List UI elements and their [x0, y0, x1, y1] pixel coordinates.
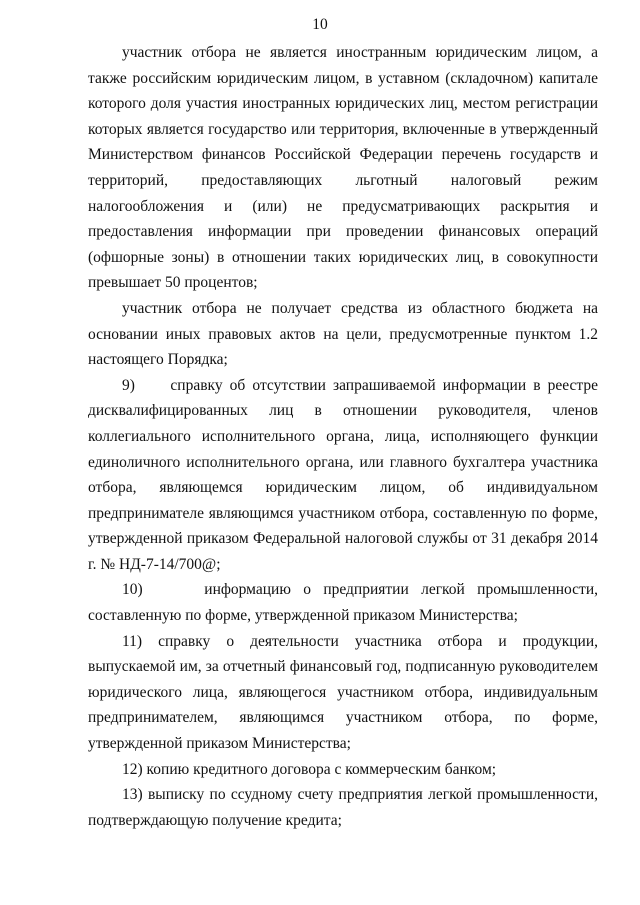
paragraph-foreign-capital-condition: участник отбора не является иностранным юридическим лицом, а также российским юридическим лицом, в уставном (складочном) капитале которого доля участия иностранных юридических лиц, местом регистрации которых является государство или территория, включенные в утвержденный Министерством финансов Российской Федерации перечень государств и территорий, предоставляющих льготный налоговый режим налогообложения и (или) не предусматривающих раскрытия и предоставления информации при проведении финансовых операций (офшорные зоны) в отношении таких юридических лиц, в совокупности превышает 50 процентов;	[88, 44, 598, 292]
document-body	[88, 40, 598, 833]
page-number: 10	[312, 16, 328, 33]
paragraph-item-10-enterprise-info: 10) информацию о предприятии легкой промышленности, составленную по форме, утвержденной приказом Министерства;	[88, 581, 598, 625]
paragraph-item-11-activity-certificate: 11) справку о деятельности участника отбора и продукции, выпускаемой им, за отчетный финансовый год, подписанную руководителем юридического лица, являющегося участником отбора, индивидуальным предпринимателем, являющимся участником отбора, по форме, утвержденной приказом Министерства;	[88, 632, 598, 753]
paragraph-item-12-credit-agreement: 12) копию кредитного договора с коммерческим банком;	[122, 760, 497, 778]
paragraph-item-13-loan-account-statement: 13) выписку по ссудному счету предприятия легкой промышленности, подтверждающую получение кредита;	[88, 786, 598, 829]
paragraph-item-9-disqualified-persons: 9) справку об отсутствии запрашиваемой информации в реестре дисквалифицированных лиц в отношении руководителя, членов коллегиального исполнительного органа, лица, исполняющего функции единоличного исполнительного органа, или главного бухгалтера участника отбора, являющемся юридическим лицом, об индивидуальном предпринимателе являющимся участником отбора, составленную по форме, утвержденной приказом Федеральной налоговой службы от 31 декабря 2014 г. № НД-7-14/700@;	[88, 376, 598, 573]
paragraph-no-regional-budget-funds: участник отбора не получает средства из областного бюджета на основании иных правовых актов на цели, предусмотренные пунктом 1.2 настоящего Порядка;	[88, 299, 598, 369]
